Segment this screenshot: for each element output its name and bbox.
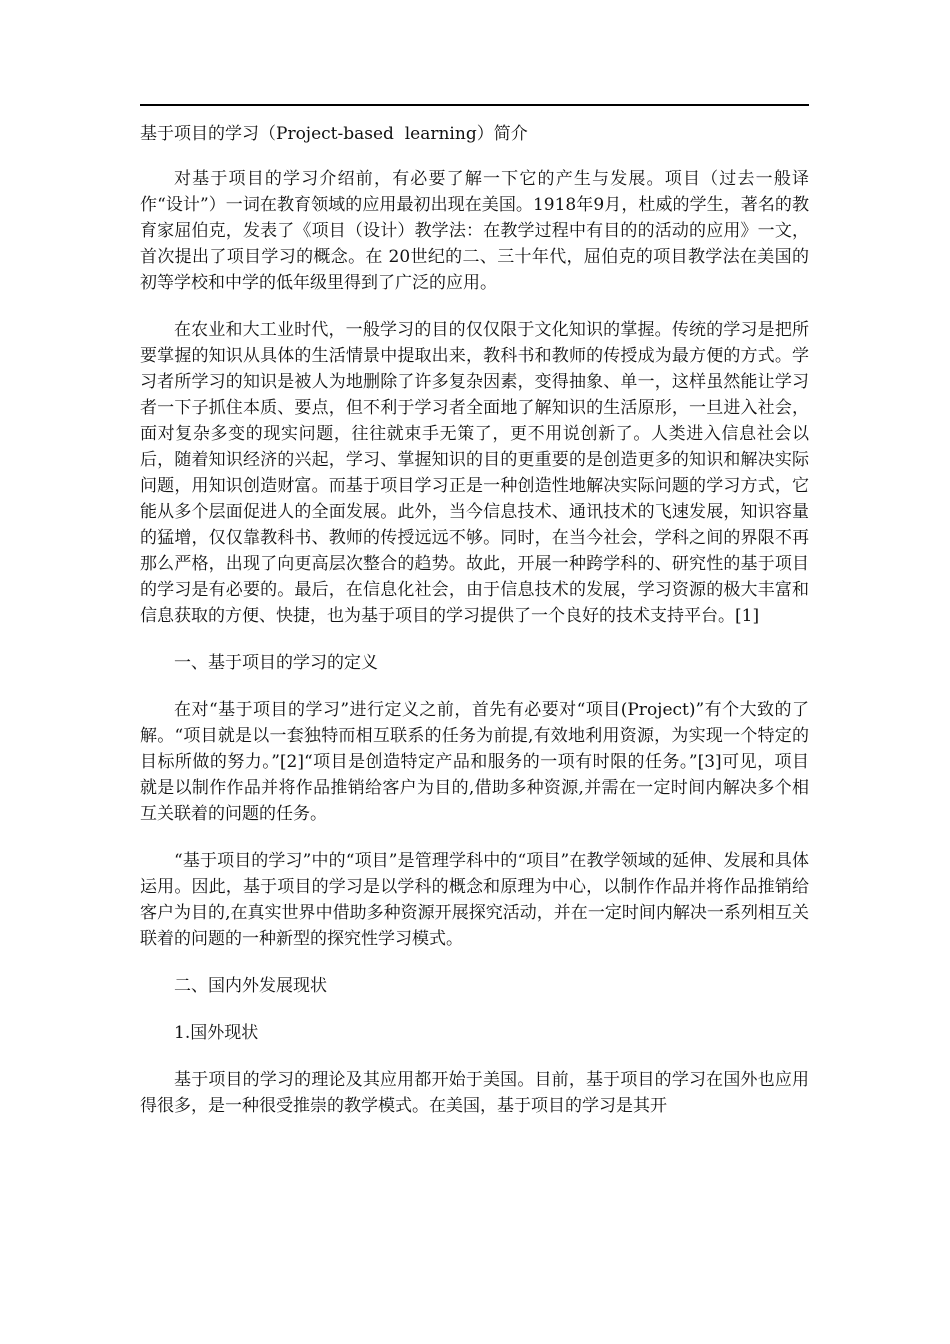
paragraph-background: 在农业和大工业时代，一般学习的目的仅仅限于文化知识的掌握。传统的学习是把所要掌握的知识从具体的生活情景中提取出来，教科书和教师的传授成为最方便的方式。学习者所学习的知识是被人为地删除了许多复杂因素，变得抽象、单一，这样虽然能让学习者一下子抓住本质、要点，但不利于学习者全面地了解知识的生活原形，一旦进入社会，面对复杂多变的现实问题，往往就束手无策了，更不用说创新了。人类进入信息社会以后，随着知识经济的兴起，学习、掌握知识的目的更重要的是创造更多的知识和解决实际问题，用知识创造财富。而基于项目学习正是一种创造性地解决实际问题的学习方式，它能从多个层面促进人的全面发展。此外，当今信息技术、通讯技术的飞速发展，知识容量的猛增，仅仅靠教科书、教师的传授远远不够。同时，在当今社会，学科之间的界限不再那么严格，出现了向更高层次整合的趋势。故此，开展一种跨学科的、研究性的基于项目的学习是有必要的。最后，在信息化社会，由于信息技术的发展，学习资源的极大丰富和信息获取的方便、快捷，也为基于项目的学习提供了一个良好的技术支持平台。[1] (140, 320, 809, 626)
subsection-heading-abroad: 1.国外现状 (174, 1023, 259, 1043)
section-heading-status: 二、国内外发展现状 (174, 976, 327, 996)
document-title: 基于项目的学习（Project-based learning）简介 (140, 124, 528, 144)
header-rule (140, 104, 809, 106)
document-body (140, 166, 809, 1140)
paragraph-pbl-definition: “基于项目的学习”中的“项目”是管理学科中的“项目”在教学领域的延伸、发展和具体运用。因此，基于项目的学习是以学科的概念和原理为中心，以制作作品并将作品推销给客户为目的,在真实世界中借助多种资源开展探究活动，并在一定时间内解决一系列相互关联着的问题的一种新型的探究性学习模式。 (140, 851, 809, 949)
section-heading-definition: 一、基于项目的学习的定义 (174, 653, 378, 673)
paragraph-origin: 对基于项目的学习介绍前，有必要了解一下它的产生与发展。项目（过去一般译作“设计”）一词在教育领域的应用最初出现在美国。1918年9月，杜威的学生，著名的教育家屈伯克，发表了《项目（设计）教学法：在教学过程中有目的的活动的应用》一文，首次提出了项目学习的概念。在 20世纪的二、三十年代，屈伯克的项目教学法在美国的初等学校和中学的低年级里得到了广泛的应用。 (140, 169, 809, 293)
paragraph-abroad-status: 基于项目的学习的理论及其应用都开始于美国。目前，基于项目的学习在国外也应用得很多，是一种很受推崇的教学模式。在美国，基于项目的学习是其开 (140, 1070, 809, 1116)
paragraph-project-definition: 在对“基于项目的学习”进行定义之前，首先有必要对“项目(Project)”有个大致的了解。“项目就是以一套独特而相互联系的任务为前提,有效地利用资源，为实现一个特定的目标所做的努力。”[2]“项目是创造特定产品和服务的一项有时限的任务。”[3]可见，项目就是以制作作品并将作品推销给客户为目的,借助多种资源,并需在一定时间内解决多个相互关联着的问题的任务。 (140, 700, 809, 824)
